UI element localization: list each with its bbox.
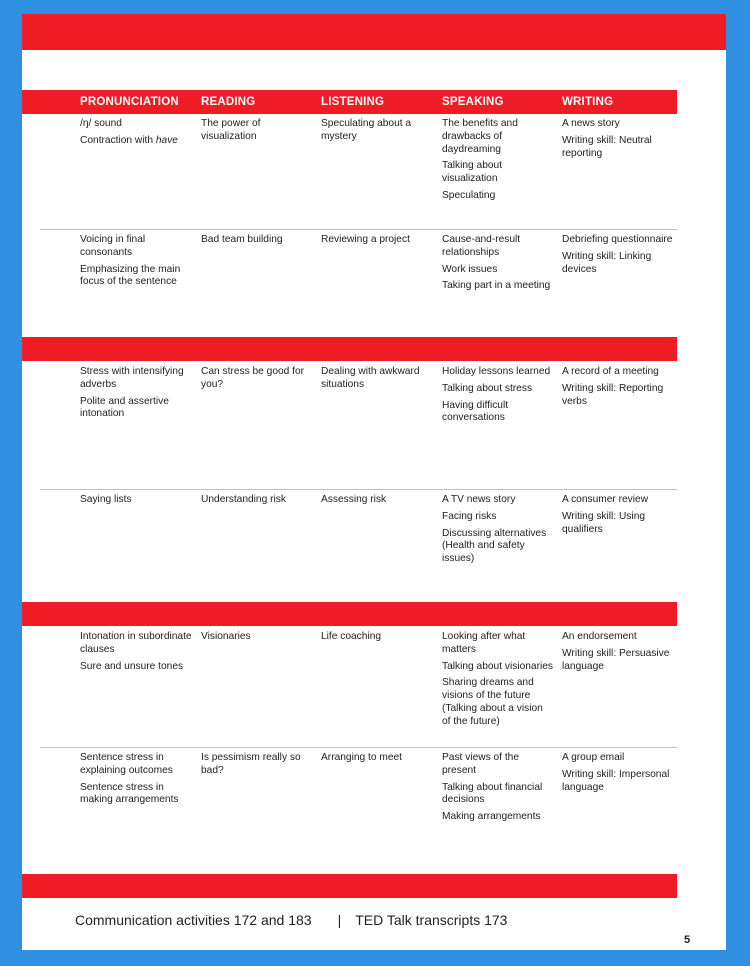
pronunciation-item: Polite and assertive intonation [80, 395, 169, 420]
unit-separator-band [22, 337, 677, 361]
cell-reading [201, 234, 313, 251]
cell-writing [562, 366, 674, 412]
header-pronunciation: PRONUNCIATION [80, 96, 179, 108]
speaking-item: Talking about financial decisions [442, 781, 543, 806]
ted-transcripts-ref: TED Talk transcripts 173 [355, 912, 508, 928]
listening-item: Arranging to meet [321, 752, 402, 763]
header-writing: WRITING [562, 96, 614, 108]
cell-speaking [442, 494, 554, 570]
cell-reading [201, 752, 313, 782]
cell-writing [562, 118, 674, 164]
cell-speaking [442, 234, 554, 297]
pronunciation-item: Sentence stress in making arrangements [80, 781, 179, 806]
speaking-item: Looking after what matters [442, 631, 526, 655]
cell-listening [321, 366, 433, 396]
reading-item: Can stress be good for you? [201, 366, 305, 390]
page [22, 14, 726, 950]
reading-item: Bad team building [201, 234, 283, 245]
header-speaking: SPEAKING [442, 96, 504, 108]
cell-reading [201, 631, 313, 648]
reading-item: Is pessimism really so bad? [201, 752, 301, 776]
cell-listening [321, 494, 433, 511]
speaking-item: Cause-and-result relationships [442, 234, 521, 258]
writing-item: Writing skill: Persuasive language [562, 647, 670, 672]
cell-listening [321, 234, 433, 251]
speaking-item: Work issues [442, 263, 498, 275]
page-number: 5 [684, 934, 691, 946]
pronunciation-item: Voicing in final consonants [80, 234, 146, 258]
cell-reading [201, 366, 313, 396]
speaking-item: Speculating [442, 189, 496, 201]
cell-writing [562, 752, 674, 798]
cell-pronunciation [80, 234, 192, 293]
communication-activities-ref: Communication activities 172 and 183 [75, 912, 312, 928]
writing-item: A news story [562, 118, 620, 129]
cell-pronunciation [80, 752, 192, 811]
cell-speaking [442, 366, 554, 429]
speaking-item: Making arrangements [442, 811, 541, 823]
listening-item: Dealing with awkward situations [321, 366, 420, 390]
speaking-item: Sharing dreams and visions of the future (Talking about a vision of the future) [442, 677, 543, 727]
cell-listening [321, 118, 433, 148]
cell-pronunciation [80, 631, 192, 677]
speaking-item: Talking about visionaries [442, 660, 553, 672]
speaking-item: The benefits and drawbacks of daydreaming [442, 118, 518, 155]
pronunciation-item: Sure and unsure tones [80, 660, 184, 672]
speaking-item: Talking about visualization [442, 160, 503, 185]
listening-item: Reviewing a project [321, 234, 410, 245]
listening-item: Assessing risk [321, 494, 387, 505]
cell-pronunciation [80, 118, 192, 152]
writing-item: Writing skill: Reporting verbs [562, 382, 664, 407]
header-reading: READING [201, 96, 256, 108]
bottom-red-band [22, 874, 677, 898]
writing-item: A group email [562, 752, 625, 763]
writing-item: Debriefing questionnaire [562, 234, 673, 245]
cell-pronunciation [80, 494, 192, 511]
pronunciation-item: Stress with intensifying adverbs [80, 366, 184, 390]
header-listening: LISTENING [321, 96, 385, 108]
speaking-item: Holiday lessons learned [442, 366, 551, 377]
cell-reading [201, 118, 313, 148]
speaking-item: Talking about stress [442, 382, 533, 394]
unit-separator-band [22, 602, 677, 626]
cell-speaking [442, 118, 554, 207]
cell-pronunciation [80, 366, 192, 425]
cell-writing [562, 234, 674, 280]
listening-item: Life coaching [321, 631, 382, 642]
cell-speaking [442, 631, 554, 733]
reading-item: Understanding risk [201, 494, 286, 505]
speaking-item: A TV news story [442, 494, 516, 505]
footer-separator: | [337, 912, 342, 928]
cell-writing [562, 631, 674, 677]
row-divider [40, 229, 677, 230]
pronunciation-item: Emphasizing the main focus of the sentence [80, 263, 181, 288]
writing-item: An endorsement [562, 631, 637, 642]
footer [75, 912, 507, 928]
pronunciation-item: Contraction with have [80, 134, 178, 146]
pronunciation-item: Sentence stress in explaining outcomes [80, 752, 173, 776]
pronunciation-item: Intonation in subordinate clauses [80, 631, 192, 655]
row-divider [40, 489, 677, 490]
top-red-band [22, 14, 726, 50]
reading-item: The power of visualization [201, 118, 261, 142]
cell-writing [562, 494, 674, 540]
writing-item: Writing skill: Linking devices [562, 250, 652, 275]
cell-reading [201, 494, 313, 511]
speaking-item: Discussing alternatives (Health and safety issues) [442, 527, 547, 565]
listening-item: Speculating about a mystery [321, 118, 412, 142]
speaking-item: Taking part in a meeting [442, 280, 551, 292]
pronunciation-item: /ŋ/ sound [80, 118, 122, 129]
speaking-item: Past views of the present [442, 752, 520, 776]
writing-item: Writing skill: Using qualifiers [562, 510, 646, 535]
cell-listening [321, 752, 433, 769]
speaking-item: Having difficult conversations [442, 399, 509, 424]
speaking-item: Facing risks [442, 510, 497, 522]
writing-item: Writing skill: Impersonal language [562, 768, 670, 793]
cell-listening [321, 631, 433, 648]
writing-item: A consumer review [562, 494, 649, 505]
reading-item: Visionaries [201, 631, 251, 642]
pronunciation-item: Saying lists [80, 494, 132, 505]
writing-item: A record of a meeting [562, 366, 659, 377]
row-divider [40, 747, 677, 748]
writing-item: Writing skill: Neutral reporting [562, 134, 652, 159]
cell-speaking [442, 752, 554, 828]
